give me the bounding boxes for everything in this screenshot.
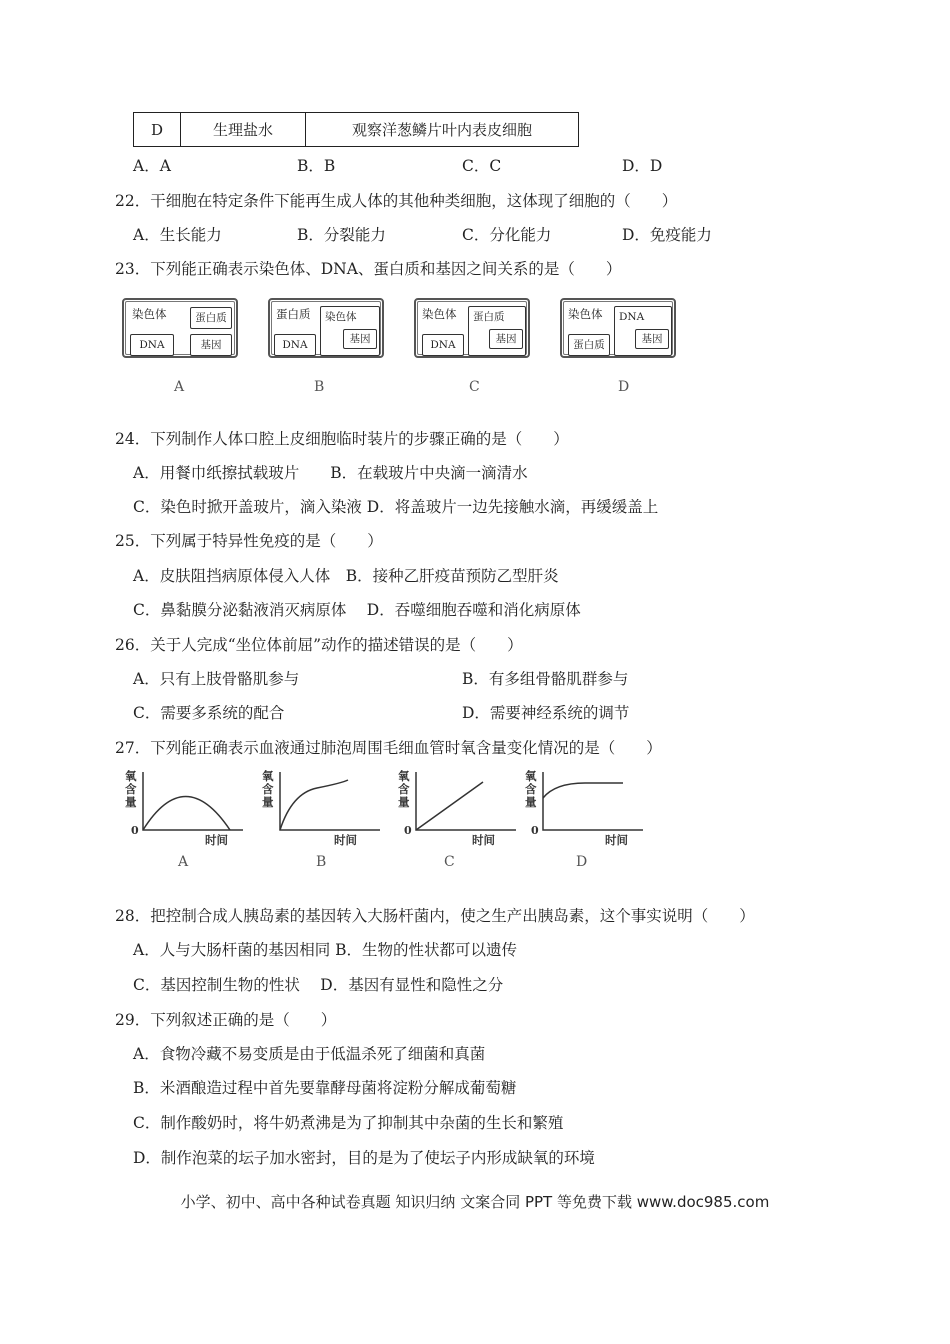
graph-d-curve	[543, 783, 623, 798]
graph-a-curve	[143, 797, 230, 831]
diagram-d-box-a: 蛋白质	[568, 334, 610, 356]
graph-a-x-label: 时间	[205, 833, 228, 847]
diagram-b-outer-label: 蛋白质	[276, 307, 311, 321]
q22-option-c: C．分化能力	[462, 226, 552, 244]
table-cell-reagent: 生理盐水	[181, 113, 306, 147]
page-footer: 小学、初中、高中各种试卷真题 知识归纳 文案合同 PPT 等免费下载 www.doc985.com	[180, 1193, 770, 1211]
diagram-c-outer-label: 染色体	[422, 307, 457, 321]
diagram-a-outer-label: 染色体	[132, 307, 167, 321]
diagram-b-box-c: 基因	[343, 329, 377, 349]
q24-options-line2: C．染色时掀开盖玻片，滴入染液 D．将盖玻片一边先接触水滴，再缓缓盖上	[133, 498, 659, 516]
graph-c-caption: C	[444, 854, 455, 870]
q29-option-d: D．制作泡菜的坛子加水密封，目的是为了使坛子内形成缺氧的环境	[133, 1149, 595, 1167]
table-cell-material: 观察洋葱鳞片叶内表皮细胞	[306, 113, 579, 147]
diagram-d-box-b	[614, 306, 672, 356]
q26-stem: 26．关于人完成“坐位体前屈”动作的描述错误的是（ ）	[115, 636, 523, 654]
graph-a-plot	[125, 768, 245, 863]
table-row	[134, 113, 579, 147]
graph-a-origin: 0	[131, 824, 139, 837]
q22-option-b: B．分裂能力	[297, 226, 386, 244]
q29-option-a: A．食物冷藏不易变质是由于低温杀死了细菌和真菌	[133, 1045, 486, 1063]
diagram-b	[268, 298, 384, 358]
graph-b-curve	[280, 780, 348, 830]
diagram-a	[122, 298, 238, 358]
graph-c-curve	[416, 782, 483, 830]
q21-option-b: B．B	[297, 157, 336, 175]
diagram-d-box-c: 基因	[635, 329, 669, 349]
graph-c	[398, 768, 518, 863]
graph-a-y-label: 氧含量	[125, 769, 137, 809]
options-table	[133, 112, 579, 147]
q29-option-c: C．制作酸奶时，将牛奶煮沸是为了抑制其中杂菌的生长和繁殖	[133, 1114, 564, 1132]
graph-b	[262, 768, 382, 863]
graph-b-caption: B	[316, 854, 327, 870]
q22-option-d: D．免疫能力	[622, 226, 712, 244]
graph-d-y-label: 氧含量	[525, 769, 537, 809]
diagram-c-box-b-label: 蛋白质	[473, 311, 505, 323]
q21-option-d: D．D	[622, 157, 663, 175]
q29-option-b: B．米酒酿造过程中首先要靠酵母菌将淀粉分解成葡萄糖	[133, 1079, 517, 1097]
diagram-b-box-a: DNA	[274, 334, 316, 356]
graph-c-plot	[398, 768, 518, 863]
diagram-a-caption: A	[174, 379, 185, 395]
q22-option-a: A．生长能力	[133, 226, 222, 244]
graph-d	[525, 768, 645, 863]
diagram-a-box-b: DNA	[130, 334, 174, 356]
graph-b-x-label: 时间	[334, 833, 357, 847]
graph-b-plot	[262, 768, 382, 863]
q25-options-line1: A．皮肤阻挡病原体侵入人体 B．接种乙肝疫苗预防乙型肝炎	[133, 567, 559, 585]
diagram-c-caption: C	[469, 379, 480, 395]
diagram-b-caption: B	[314, 379, 325, 395]
diagram-c-box-b	[468, 306, 526, 356]
diagram-d	[560, 298, 676, 358]
diagram-c-box-c: 基因	[489, 329, 523, 349]
graph-a-caption: A	[178, 854, 189, 870]
diagram-c-box-a: DNA	[422, 334, 464, 356]
graph-d-origin: 0	[531, 824, 539, 837]
diagram-b-box-b-label: 染色体	[325, 311, 357, 323]
graph-c-x-label: 时间	[472, 833, 495, 847]
diagram-a-box-c: 基因	[190, 334, 232, 356]
q24-options-line1: A．用餐巾纸擦拭载玻片 B．在载玻片中央滴一滴清水	[133, 464, 528, 482]
q24-stem: 24．下列制作人体口腔上皮细胞临时装片的步骤正确的是（ ）	[115, 430, 569, 448]
graph-d-plot	[525, 768, 645, 863]
q21-option-a: A．A	[133, 157, 171, 175]
graph-b-y-label: 氧含量	[262, 769, 274, 809]
q28-stem: 28．把控制合成人胰岛素的基因转入大肠杆菌内，使之生产出胰岛素，这个事实说明（ ）	[115, 907, 755, 925]
q27-stem: 27．下列能正确表示血液通过肺泡周围毛细血管时氧含量变化情况的是（ ）	[115, 739, 662, 757]
q28-options-line2: C．基因控制生物的性状 D．基因有显性和隐性之分	[133, 976, 504, 994]
diagram-d-outer-label: 染色体	[568, 307, 603, 321]
q29-stem: 29．下列叙述正确的是（ ）	[115, 1011, 337, 1029]
diagram-d-box-b-label: DNA	[619, 311, 645, 323]
q26-option-c: C．需要多系统的配合	[133, 704, 285, 722]
table-cell-letter: D	[134, 113, 181, 147]
graph-d-x-label: 时间	[605, 833, 628, 847]
diagram-b-box-b	[320, 306, 380, 356]
q28-options-line1: A．人与大肠杆菌的基因相同 B．生物的性状都可以遗传	[133, 941, 518, 959]
q25-stem: 25．下列属于特异性免疫的是（ ）	[115, 532, 383, 550]
graph-d-caption: D	[576, 854, 588, 870]
q25-options-line2: C．鼻黏膜分泌黏液消灭病原体 D．吞噬细胞吞噬和消化病原体	[133, 601, 581, 619]
q23-stem: 23．下列能正确表示染色体、DNA、蛋白质和基因之间关系的是（ ）	[115, 260, 622, 278]
q26-option-b: B．有多组骨骼肌群参与	[462, 670, 629, 688]
graph-c-origin: 0	[404, 824, 412, 837]
diagram-c	[414, 298, 530, 358]
q21-option-c: C．C	[462, 157, 502, 175]
graph-c-y-label: 氧含量	[398, 769, 410, 809]
diagram-a-box-a: 蛋白质	[190, 307, 232, 329]
q26-option-d: D．需要神经系统的调节	[462, 704, 630, 722]
graph-a	[125, 768, 245, 863]
q22-stem: 22．干细胞在特定条件下能再生成人体的其他种类细胞，这体现了细胞的（ ）	[115, 192, 678, 210]
diagram-d-caption: D	[618, 379, 630, 395]
q26-option-a: A．只有上肢骨骼肌参与	[133, 670, 300, 688]
